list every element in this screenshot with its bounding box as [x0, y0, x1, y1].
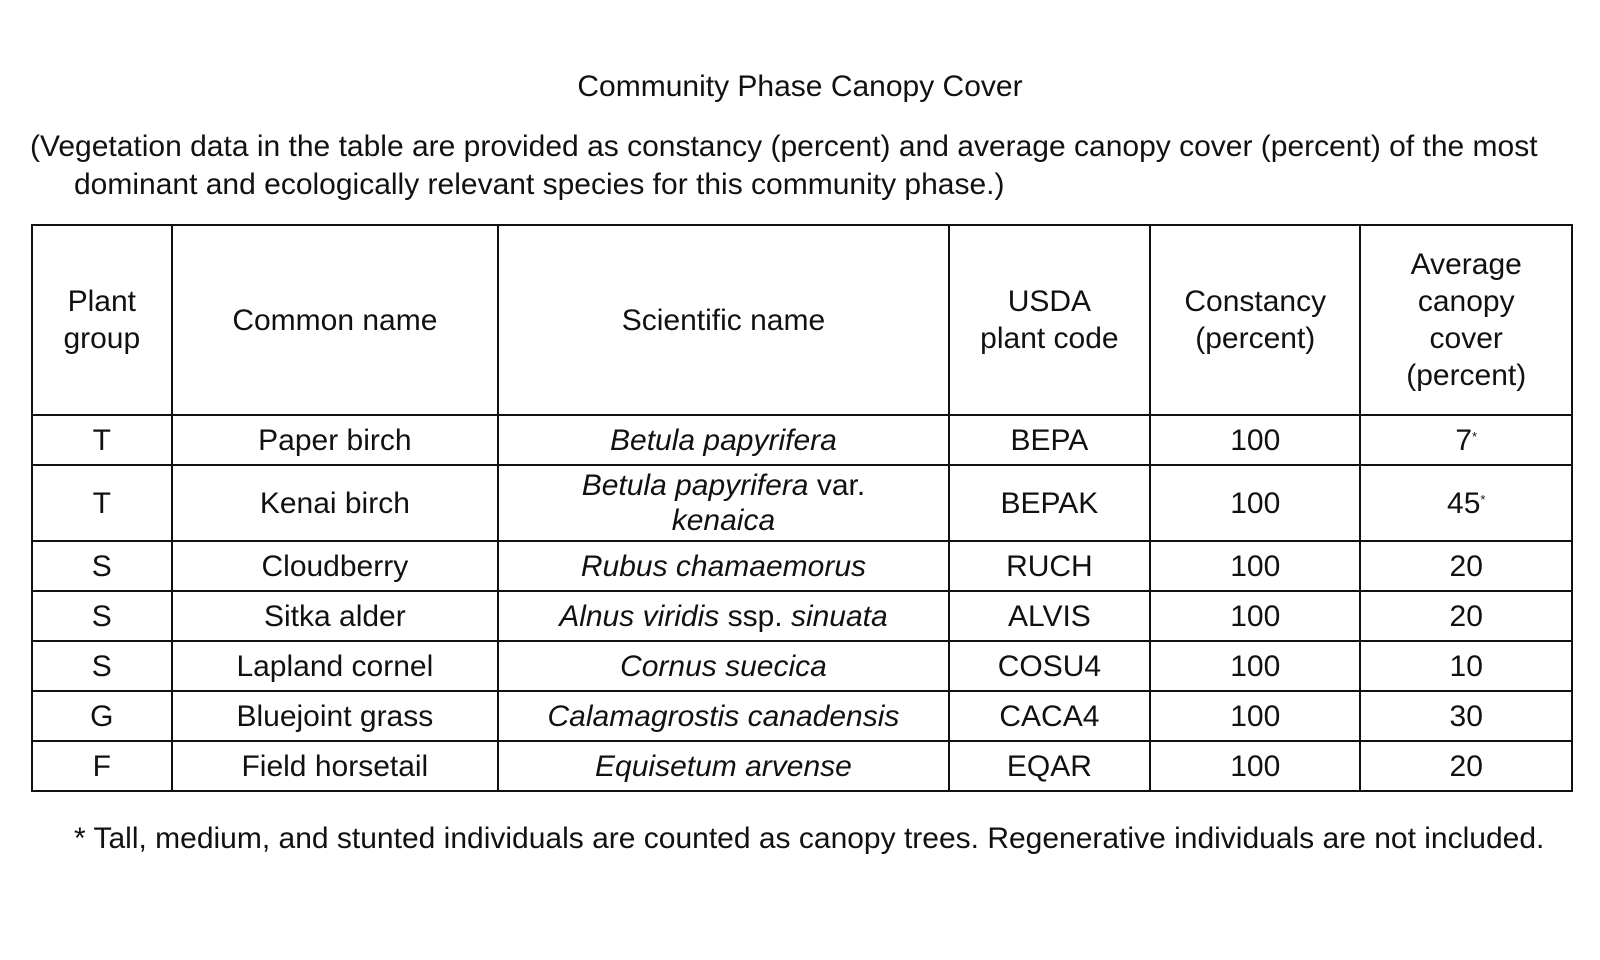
constancy-cell: 100 — [1150, 541, 1360, 591]
scientific-name-cell: Calamagrostis canadensis — [498, 691, 949, 741]
common-name-cell: Paper birch — [172, 415, 498, 465]
footnote-marker: * — [1472, 428, 1478, 444]
scientific-name-cell: Alnus viridis ssp. sinuata — [498, 591, 949, 641]
usda-code-cell: BEPAK — [949, 465, 1150, 541]
scientific-name-cell: Rubus chamaemorus — [498, 541, 949, 591]
scientific-name-cell: Equisetum arvense — [498, 741, 949, 791]
table-row — [32, 741, 1572, 791]
header-canopy-cover: Average canopy cover (percent) — [1360, 225, 1572, 415]
header-usda-code: USDA plant code — [949, 225, 1150, 415]
table-row — [32, 591, 1572, 641]
scientific-name-cell: Betula papyrifera — [498, 415, 949, 465]
usda-code-cell: ALVIS — [949, 591, 1150, 641]
plant-group-cell: S — [32, 591, 172, 641]
constancy-cell: 100 — [1150, 465, 1360, 541]
common-name-cell: Bluejoint grass — [172, 691, 498, 741]
plant-group-cell: S — [32, 541, 172, 591]
header-common-name: Common name — [172, 225, 498, 415]
table-row — [32, 415, 1572, 465]
plant-group-cell: F — [32, 741, 172, 791]
common-name-cell: Kenai birch — [172, 465, 498, 541]
constancy-cell: 100 — [1150, 591, 1360, 641]
canopy-cover-cell: 30 — [1360, 691, 1572, 741]
constancy-cell: 100 — [1150, 415, 1360, 465]
scientific-name-cell: Cornus suecica — [498, 641, 949, 691]
canopy-cover-cell: 20 — [1360, 541, 1572, 591]
canopy-cover-cell: 20 — [1360, 741, 1572, 791]
common-name-cell: Field horsetail — [172, 741, 498, 791]
table-row — [32, 641, 1572, 691]
canopy-cover-cell: 20 — [1360, 591, 1572, 641]
usda-code-cell: BEPA — [949, 415, 1150, 465]
canopy-cover-cell: 45* — [1360, 465, 1572, 541]
plant-group-cell: T — [32, 415, 172, 465]
usda-code-cell: EQAR — [949, 741, 1150, 791]
canopy-cover-cell: 7* — [1360, 415, 1572, 465]
common-name-cell: Sitka alder — [172, 591, 498, 641]
constancy-cell: 100 — [1150, 691, 1360, 741]
table-footnote: * Tall, medium, and stunted individuals are counted as canopy trees. Regenerative individuals are not included. — [74, 822, 1545, 855]
table-row — [32, 541, 1572, 591]
page-title: Community Phase Canopy Cover — [577, 70, 1023, 103]
footnote-marker: * — [1480, 491, 1486, 507]
canopy-cover-table — [31, 224, 1573, 792]
common-name-cell: Cloudberry — [172, 541, 498, 591]
plant-group-cell: G — [32, 691, 172, 741]
header-row — [32, 225, 1572, 415]
table-row — [32, 465, 1572, 541]
usda-code-cell: COSU4 — [949, 641, 1150, 691]
plant-group-cell: T — [32, 465, 172, 541]
common-name-cell: Lapland cornel — [172, 641, 498, 691]
scientific-name-cell: Betula papyrifera var. kenaica — [498, 465, 949, 541]
usda-code-cell: RUCH — [949, 541, 1150, 591]
header-constancy: Constancy (percent) — [1150, 225, 1360, 415]
header-plant-group: Plant group — [32, 225, 172, 415]
header-scientific-name: Scientific name — [498, 225, 949, 415]
constancy-cell: 100 — [1150, 641, 1360, 691]
table-description: (Vegetation data in the table are provided as constancy (percent) and average canopy cover (percent) of the most dominant and ecologically relevant species for this community phase.) — [30, 130, 1538, 201]
constancy-cell: 100 — [1150, 741, 1360, 791]
plant-group-cell: S — [32, 641, 172, 691]
usda-code-cell: CACA4 — [949, 691, 1150, 741]
canopy-cover-cell: 10 — [1360, 641, 1572, 691]
table-row — [32, 691, 1572, 741]
